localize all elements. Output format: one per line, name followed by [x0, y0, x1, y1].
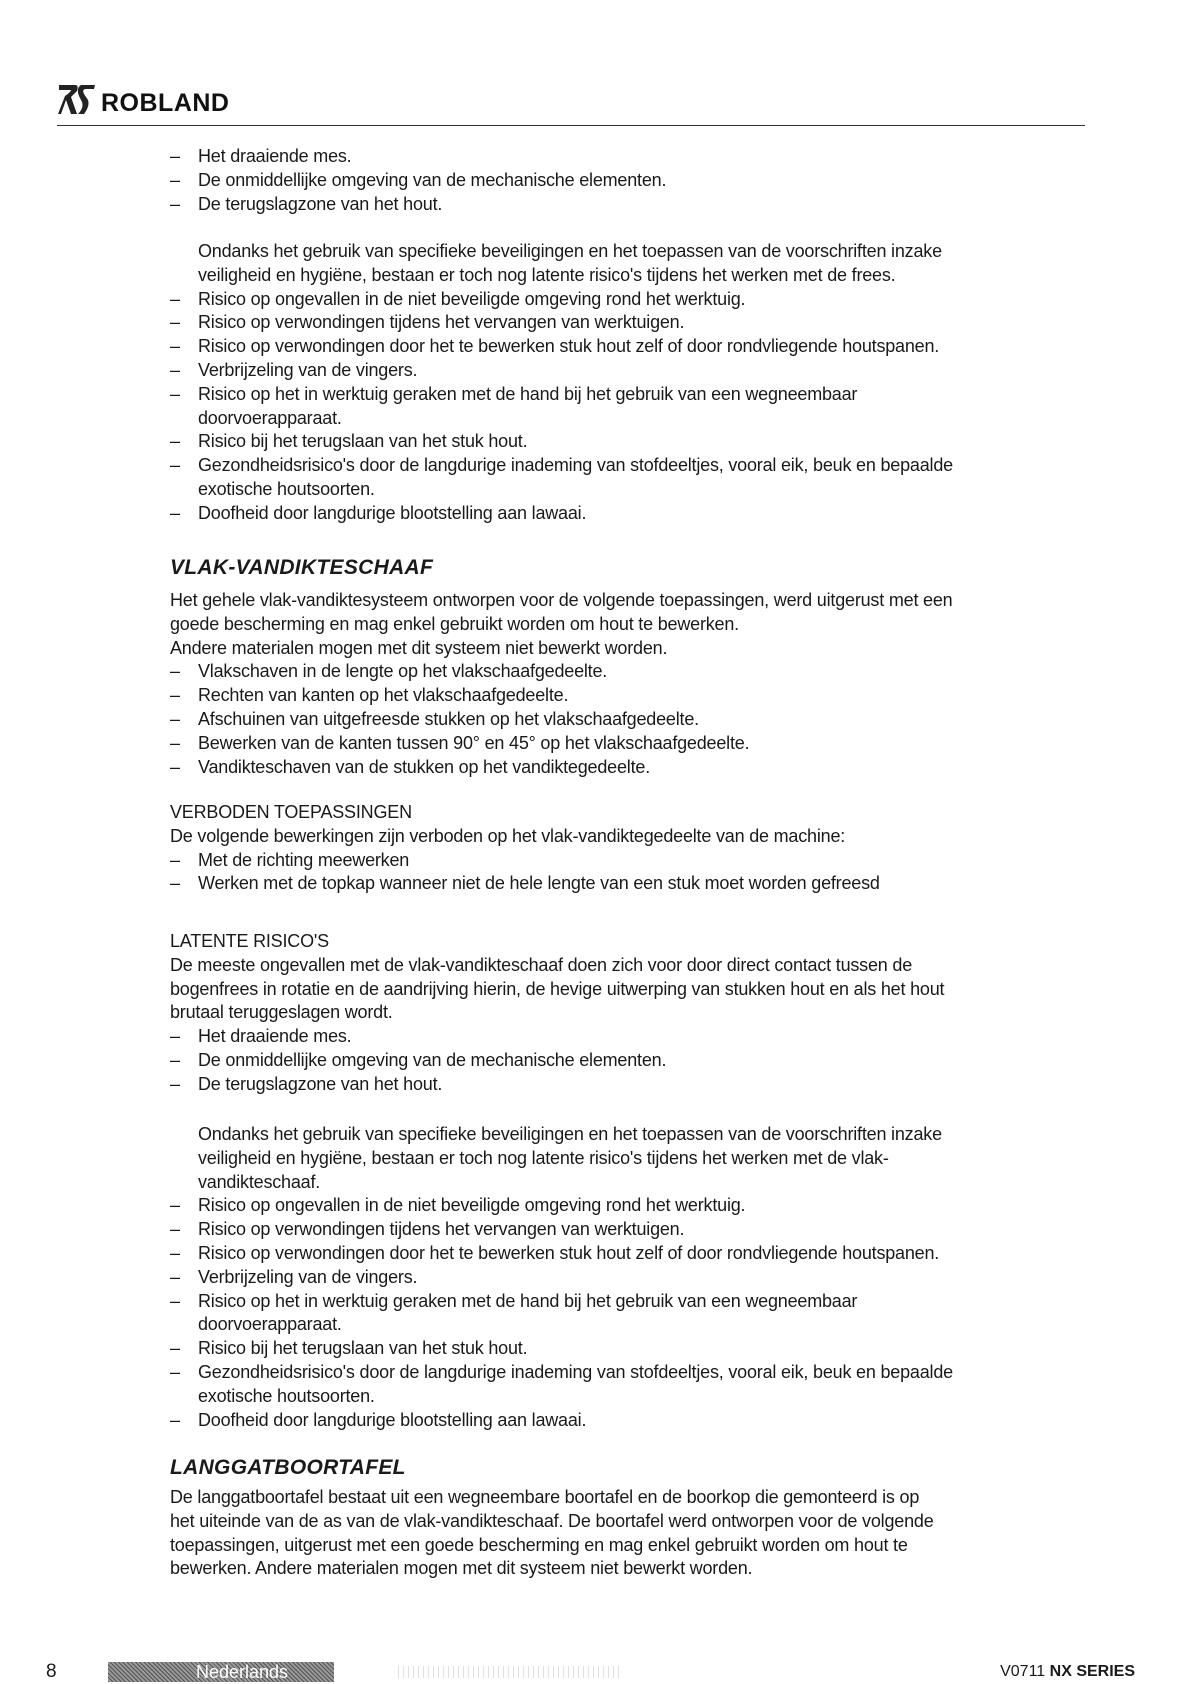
paragraph-line: Ondanks het gebruik van specifieke beveiligingen en het toepassen van de voorschriften inzake	[198, 1124, 942, 1144]
risk-section-1	[170, 240, 1090, 526]
risk-section-2	[170, 1123, 1090, 1432]
list-item: – Het draaiende mes.	[170, 145, 1090, 169]
list-item: – Risico op verwondingen door het te bewerken stuk hout zelf of door rondvliegende houtspanen.	[170, 335, 1090, 359]
paragraph-line: veiligheid en hygiëne, bestaan er toch nog latente risico's tijdens het werken met de vlak-	[198, 1147, 889, 1168]
list-item: – Risico op verwondingen tijdens het vervangen van werktuigen.	[170, 1218, 1090, 1242]
paragraph-line: De volgende bewerkingen zijn verboden op het vlak-vandiktegedeelte van de machine:	[170, 825, 846, 846]
paragraph-line: veiligheid en hygiëne, bestaan er toch nog latente risico's tijdens het werken met de frees.	[198, 264, 896, 285]
paragraph-line: De langgatboortafel bestaat uit een wegneembare boortafel en de boorkop die gemonteerd is op	[170, 1487, 920, 1507]
list-item: – Risico op verwondingen door het te bewerken stuk hout zelf of door rondvliegende houtspanen.	[170, 1242, 1090, 1266]
version: V0711	[1000, 1663, 1046, 1680]
series: NX SERIES	[1049, 1663, 1135, 1680]
robland-logo-icon	[57, 82, 97, 116]
list-item: – Bewerken van de kanten tussen 90° en 45° op het vlakschaafgedeelte.	[170, 732, 1090, 756]
header-rule	[57, 125, 1085, 126]
paragraph-line: bogenfrees in rotatie en de aandrijving hierin, de hevige uitwerping van stukken hout en als het hout	[170, 978, 945, 999]
list-item: – Werken met de topkap wanneer niet de hele lengte van een stuk moet worden gefreesd	[170, 872, 1090, 896]
paragraph-line: Andere materialen mogen met dit systeem niet bewerkt worden.	[170, 637, 668, 658]
list-item: – Risico op het in werktuig geraken met de hand bij het gebruik van een wegneembaar	[170, 1290, 1090, 1314]
list-item: – De terugslagzone van het hout.	[170, 1073, 1090, 1097]
paragraph-line: De meeste ongevallen met de vlak-vandikteschaaf doen zich voor door direct contact tussen de	[170, 954, 913, 975]
list-item: doorvoerapparaat.	[198, 1314, 342, 1335]
robland-logo	[57, 82, 230, 116]
forbidden-uses	[170, 801, 1090, 896]
page-number: 8	[46, 1661, 57, 1682]
paragraph-line: Ondanks het gebruik van specifieke beveiligingen en het toepassen van de voorschriften inzake	[198, 241, 942, 261]
list-item: – De onmiddellijke omgeving van de mechanische elementen.	[170, 1049, 1090, 1073]
list-item: – Gezondheidsrisico's door de langdurige inademing van stofdeeltjes, vooral eik, beuk en bepaalde	[170, 1361, 1090, 1385]
series-label	[1000, 1660, 1135, 1684]
logo-text: ROBLAND	[101, 89, 230, 117]
list-item: – Verbrijzeling van de vingers.	[170, 359, 1090, 383]
paragraph-line: goede bescherming en mag enkel gebruikt worden om hout te bewerken.	[170, 613, 739, 634]
section-vlak-vandikteschaaf	[170, 555, 1090, 779]
list-item: – Rechten van kanten op het vlakschaafgedeelte.	[170, 684, 1090, 708]
list-item: – Risico op ongevallen in de niet beveiligde omgeving rond het werktuig.	[170, 1194, 1090, 1218]
paragraph-line: het uiteinde van de as van de vlak-vandikteschaaf. De boortafel werd ontworpen voor de volgende	[170, 1510, 934, 1531]
section-langgatboortafel	[170, 1455, 1090, 1581]
list-item: – Risico op ongevallen in de niet beveiligde omgeving rond het werktuig.	[170, 288, 1090, 312]
subsection-title: VERBODEN TOEPASSINGEN	[170, 802, 412, 822]
section-title: VLAK-VANDIKTESCHAAF	[170, 556, 434, 579]
paragraph-line: brutaal teruggeslagen wordt.	[170, 1002, 393, 1023]
list-item: – Risico bij het terugslaan van het stuk hout.	[170, 1337, 1090, 1361]
bullet-list-1	[170, 145, 1090, 216]
page-footer	[0, 1660, 1191, 1684]
list-item: – Doofheid door langdurige blootstelling aan lawaai.	[170, 1409, 1090, 1433]
language-tab	[108, 1662, 334, 1682]
list-item: – Verbrijzeling van de vingers.	[170, 1266, 1090, 1290]
list-item: – Vandikteschaven van de stukken op het vandiktegedeelte.	[170, 756, 1090, 780]
list-item: – Risico op het in werktuig geraken met de hand bij het gebruik van een wegneembaar	[170, 383, 1090, 407]
paragraph-line: toepassingen, uitgerust met een goede bescherming en mag enkel gebruikt worden om hout te	[170, 1534, 908, 1555]
list-item: – Afschuinen van uitgefreesde stukken op het vlakschaafgedeelte.	[170, 708, 1090, 732]
list-item: – De onmiddellijke omgeving van de mechanische elementen.	[170, 169, 1090, 193]
list-item: – Vlakschaven in de lengte op het vlakschaafgedeelte.	[170, 660, 1090, 684]
paragraph-line: bewerken. Andere materialen mogen met dit systeem niet bewerkt worden.	[170, 1558, 753, 1579]
list-item: – Doofheid door langdurige blootstelling aan lawaai.	[170, 502, 1090, 526]
list-item: – Gezondheidsrisico's door de langdurige inademing van stofdeeltjes, vooral eik, beuk en bepaalde	[170, 454, 1090, 478]
paragraph-line: Het gehele vlak-vandiktesysteem ontworpen voor de volgende toepassingen, werd uitgerust met een	[170, 590, 953, 610]
paragraph-line: vandikteschaaf.	[198, 1171, 321, 1192]
footer-decoration	[398, 1666, 620, 1678]
list-item: exotische houtsoorten.	[198, 478, 375, 499]
subsection-title: LATENTE RISICO'S	[170, 931, 329, 951]
list-item: – Het draaiende mes.	[170, 1025, 1090, 1049]
list-item: – Risico op verwondingen tijdens het vervangen van werktuigen.	[170, 311, 1090, 335]
language-label: Nederlands	[196, 1662, 289, 1682]
list-item: – Risico bij het terugslaan van het stuk hout.	[170, 430, 1090, 454]
list-item: – Met de richting meewerken	[170, 849, 1090, 873]
list-item: – De terugslagzone van het hout.	[170, 193, 1090, 217]
list-item: doorvoerapparaat.	[198, 407, 342, 428]
latent-risks	[170, 930, 1090, 1097]
list-item: exotische houtsoorten.	[198, 1385, 375, 1406]
section-title: LANGGATBOORTAFEL	[170, 1456, 406, 1479]
